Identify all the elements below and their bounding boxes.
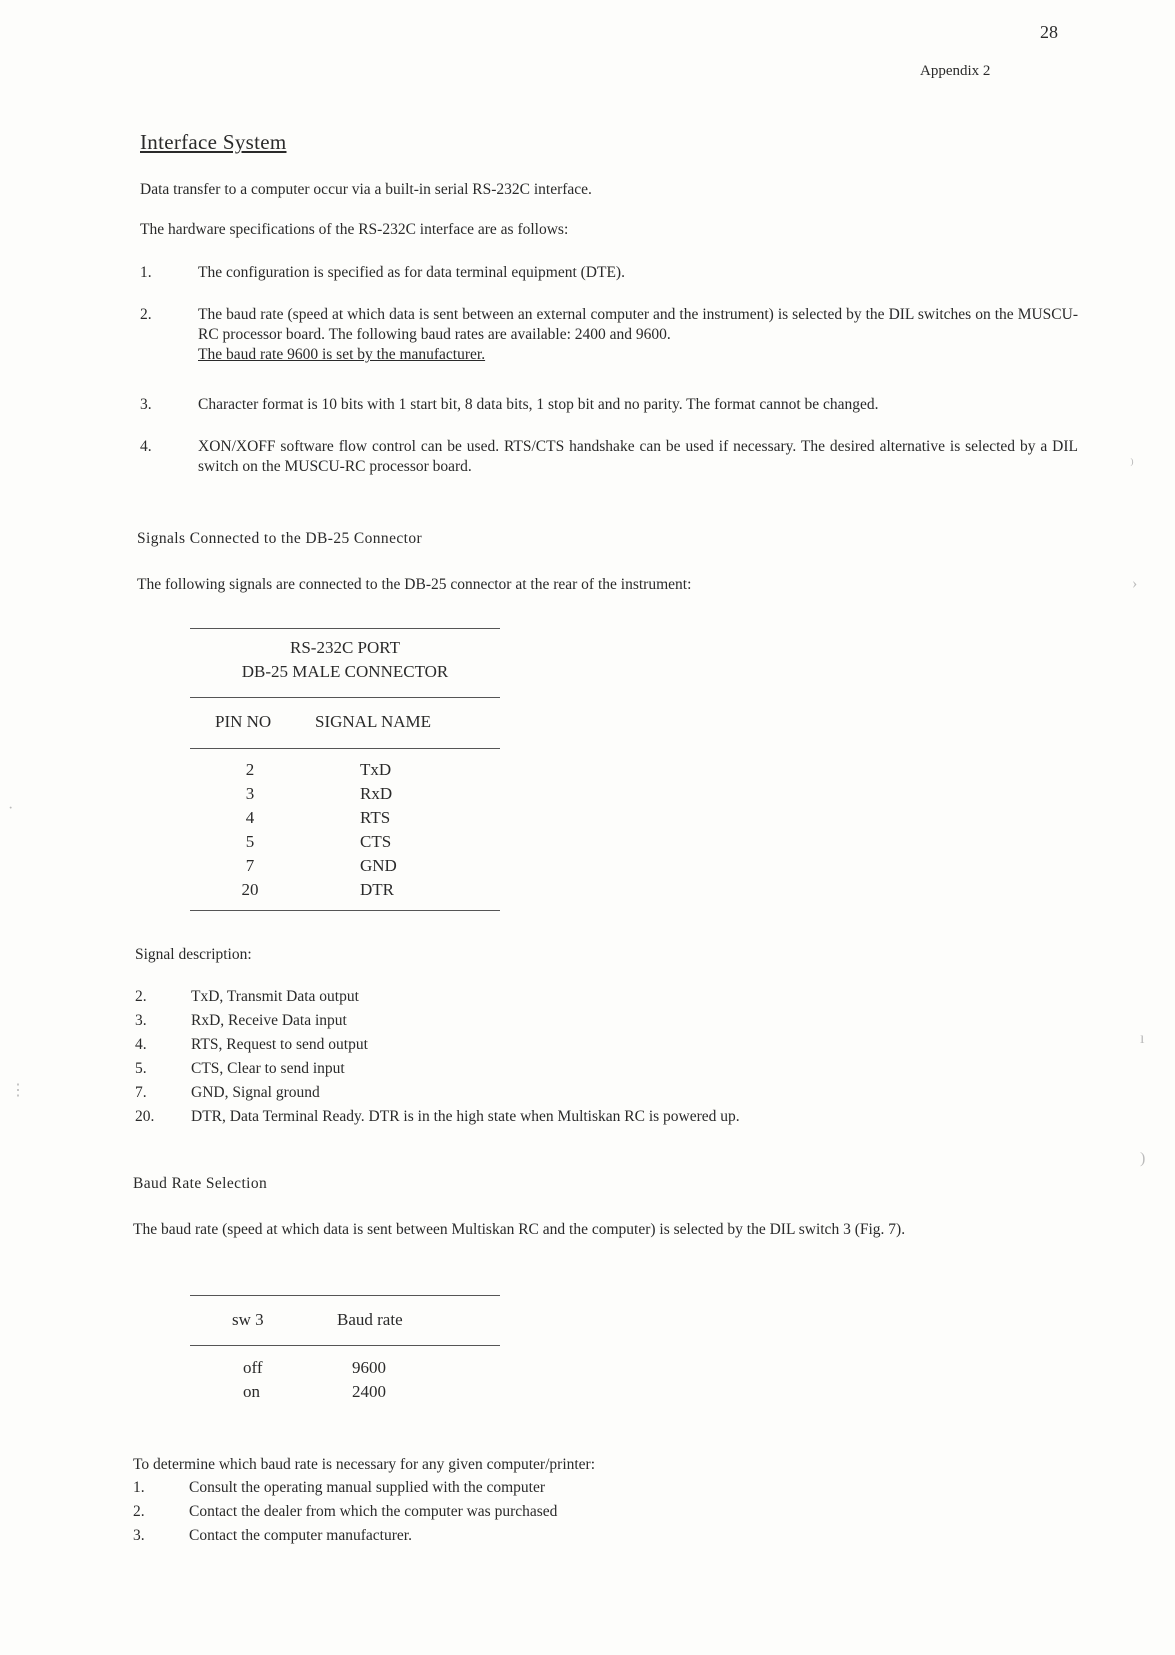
- baud-table-cell-switch: on: [243, 1382, 260, 1401]
- spec-number: 3.: [140, 396, 152, 413]
- spec-number: 4.: [140, 438, 152, 455]
- scan-mark: ⋮: [10, 1082, 26, 1099]
- column-header-pin: PIN NO: [215, 712, 272, 731]
- table-rule-top: [190, 628, 500, 629]
- baud-rate-heading: Baud Rate Selection: [133, 1175, 268, 1192]
- signal-description-number: 3.: [135, 1012, 147, 1029]
- table-rule-header: [190, 748, 500, 749]
- determine-text: Consult the operating manual supplied with the computer: [189, 1479, 546, 1496]
- table-cell-signal: CTS: [360, 832, 392, 851]
- table-cell-pin: 7: [245, 856, 255, 875]
- signals-heading: Signals Connected to the DB-25 Connector: [137, 530, 423, 547]
- table-cell-pin: 5: [245, 832, 255, 851]
- table-rule-bottom: [190, 910, 500, 911]
- determine-intro: To determine which baud rate is necessary for any given computer/printer:: [133, 1456, 596, 1473]
- table-cell-pin: 20: [241, 880, 259, 899]
- spec-underlined-note: The baud rate 9600 is set by the manufacturer.: [198, 346, 486, 364]
- table-cell-pin: 3: [245, 784, 255, 803]
- signal-description-text: DTR, Data Terminal Ready. DTR is in the high state when Multiskan RC is powered up.: [191, 1108, 740, 1125]
- determine-number: 1.: [133, 1479, 145, 1496]
- signal-description-list: [135, 988, 1095, 1133]
- baud-table-rule-top: [190, 1295, 500, 1296]
- signal-description-text: CTS, Clear to send input: [191, 1060, 345, 1077]
- page-number: 28: [1040, 22, 1058, 42]
- spec-text: [198, 305, 1078, 365]
- intro-paragraph-2: The hardware specifications of the RS-232C interface are as follows:: [140, 221, 569, 238]
- spec-text: Character format is 10 bits with 1 start bit, 8 data bits, 1 stop bit and no parity. The format cannot be changed.: [198, 396, 879, 413]
- baud-table-cell-rate: 9600: [352, 1358, 386, 1377]
- spec-number: 2.: [140, 306, 152, 323]
- page-title: Interface System: [140, 130, 287, 154]
- spec-number: 1.: [140, 264, 152, 281]
- signal-description-number: 5.: [135, 1060, 147, 1077]
- baud-table-cell-switch: off: [243, 1358, 263, 1377]
- spec-text-main: The baud rate (speed at which data is sent between an external computer and the instrument) is selected by the DIL switches on the MUSCU-RC processor board. The following baud rates are available: 2400 and 9600.: [198, 306, 1078, 344]
- determine-number: 3.: [133, 1527, 145, 1544]
- determine-number: 2.: [133, 1503, 145, 1520]
- baud-rate-text: The baud rate (speed at which data is sent between Multiskan RC and the computer) is selected by the DIL switch 3 (Fig. 7).: [133, 1221, 906, 1238]
- table-cell-signal: RxD: [360, 784, 393, 803]
- table-cell-signal: TxD: [360, 760, 392, 779]
- table-title-connector: DB-25 MALE CONNECTOR: [241, 662, 449, 681]
- spec-item-1: [140, 263, 1080, 288]
- column-header-switch: sw 3: [232, 1310, 264, 1329]
- signal-description-number: 4.: [135, 1036, 147, 1053]
- signal-description-number: 7.: [135, 1084, 147, 1101]
- table-cell-pin: 2: [245, 760, 255, 779]
- scan-mark: ı: [1140, 1030, 1145, 1047]
- baud-table-rule-header: [190, 1345, 500, 1346]
- table-cell-pin: 4: [245, 808, 255, 827]
- signal-description-text: TxD, Transmit Data output: [191, 988, 359, 1005]
- determine-list: [133, 1479, 1033, 1554]
- table-cell-signal: RTS: [360, 808, 391, 827]
- signal-description-heading: Signal description:: [135, 946, 252, 963]
- determine-text: Contact the computer manufacturer.: [189, 1527, 412, 1544]
- determine-text: Contact the dealer from which the computer was purchased: [189, 1503, 558, 1520]
- scan-mark: ⁾: [1130, 457, 1134, 474]
- signal-description-text: RxD, Receive Data input: [191, 1012, 347, 1029]
- signals-table-body: [190, 760, 500, 905]
- spec-item-2: [140, 305, 1080, 375]
- table-title-port: RS-232C PORT: [290, 638, 400, 657]
- spec-text: The configuration is specified as for data terminal equipment (DTE).: [198, 264, 625, 281]
- signal-description-text: GND, Signal ground: [191, 1084, 320, 1101]
- spec-item-4: [140, 437, 1080, 487]
- signal-description-number: 2.: [135, 988, 147, 1005]
- spec-text: XON/XOFF software flow control can be used. RTS/CTS handshake can be used if necessary. The desired alternative is selected by a DIL switch on the MUSCU-RC processor board.: [198, 438, 1078, 476]
- appendix-label: Appendix 2: [920, 63, 991, 79]
- column-header-signal: SIGNAL NAME: [315, 712, 432, 731]
- scan-mark: ·: [8, 800, 14, 817]
- intro-paragraph-1: Data transfer to a computer occur via a built-in serial RS-232C interface.: [140, 181, 592, 198]
- scan-mark: ): [1140, 1150, 1146, 1167]
- table-cell-signal: GND: [360, 856, 397, 875]
- signal-description-text: RTS, Request to send output: [191, 1036, 368, 1053]
- spec-item-3: [140, 395, 1080, 420]
- table-cell-signal: DTR: [360, 880, 394, 899]
- baud-table-cell-rate: 2400: [352, 1382, 386, 1401]
- column-header-baud-rate: Baud rate: [337, 1310, 403, 1329]
- signals-intro: The following signals are connected to the DB-25 connector at the rear of the instrument:: [137, 576, 692, 593]
- scan-mark: ›: [1132, 575, 1138, 592]
- table-rule-mid: [190, 697, 500, 698]
- signal-description-number: 20.: [135, 1108, 155, 1125]
